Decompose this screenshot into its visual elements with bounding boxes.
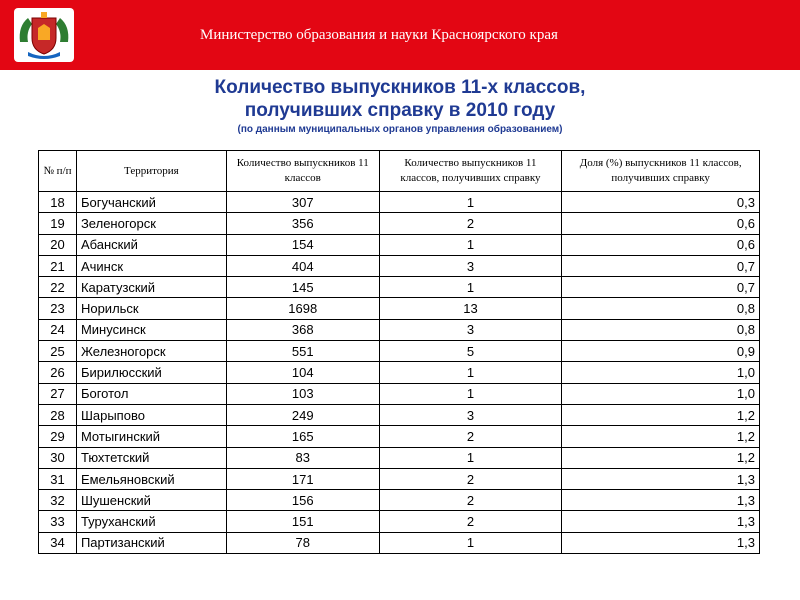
cell-certificates: 1 [379,192,562,213]
cell-certificates: 1 [379,277,562,298]
cell-territory: Туруханский [76,511,226,532]
cell-num: 25 [39,341,77,362]
cell-territory: Ачинск [76,255,226,276]
cell-graduates: 83 [226,447,379,468]
table-row [39,468,760,489]
cell-share: 0,3 [562,192,760,213]
cell-graduates: 78 [226,532,379,553]
cell-graduates: 165 [226,426,379,447]
cell-graduates: 1698 [226,298,379,319]
table-row [39,298,760,319]
header-band [0,0,800,70]
header-share: Доля (%) выпускников 11 классов, получивших справку [562,151,760,192]
cell-territory: Железногорск [76,341,226,362]
table-row [39,192,760,213]
cell-share: 0,6 [562,234,760,255]
header-certificates: Количество выпускников 11 классов, получивших справку [379,151,562,192]
coat-of-arms-icon [14,8,74,62]
cell-certificates: 2 [379,213,562,234]
cell-share: 0,9 [562,341,760,362]
cell-territory: Боготол [76,383,226,404]
cell-graduates: 404 [226,255,379,276]
cell-num: 30 [39,447,77,468]
cell-num: 27 [39,383,77,404]
cell-share: 0,7 [562,277,760,298]
cell-num: 34 [39,532,77,553]
cell-num: 22 [39,277,77,298]
cell-certificates: 2 [379,426,562,447]
table-row [39,319,760,340]
cell-certificates: 1 [379,383,562,404]
table-row [39,341,760,362]
cell-num: 29 [39,426,77,447]
table-header-row [39,151,760,192]
table-row [39,234,760,255]
table-row [39,362,760,383]
cell-share: 1,3 [562,490,760,511]
cell-territory: Тюхтетский [76,447,226,468]
cell-num: 33 [39,511,77,532]
cell-graduates: 151 [226,511,379,532]
cell-num: 23 [39,298,77,319]
cell-share: 0,8 [562,319,760,340]
cell-graduates: 368 [226,319,379,340]
cell-territory: Бирилюсский [76,362,226,383]
cell-certificates: 3 [379,255,562,276]
header-num: № п/п [39,151,77,192]
cell-graduates: 307 [226,192,379,213]
table-row [39,511,760,532]
table-row [39,404,760,425]
cell-territory: Норильск [76,298,226,319]
page-title-line-1: Количество выпускников 11-х классов, [214,77,586,98]
cell-share: 1,2 [562,404,760,425]
cell-certificates: 5 [379,341,562,362]
cell-num: 18 [39,192,77,213]
table-row [39,426,760,447]
cell-num: 32 [39,490,77,511]
title-block [0,76,800,136]
cell-share: 1,0 [562,383,760,404]
cell-share: 0,7 [562,255,760,276]
cell-num: 24 [39,319,77,340]
page-title-line-2: получивших справку в 2010 году [244,100,556,121]
cell-share: 0,8 [562,298,760,319]
cell-num: 21 [39,255,77,276]
cell-graduates: 154 [226,234,379,255]
cell-share: 1,0 [562,362,760,383]
cell-share: 1,3 [562,532,760,553]
table-row [39,255,760,276]
cell-certificates: 1 [379,532,562,553]
cell-share: 1,2 [562,426,760,447]
cell-certificates: 1 [379,362,562,383]
cell-graduates: 551 [226,341,379,362]
graduates-table [38,150,760,554]
cell-territory: Абанский [76,234,226,255]
cell-certificates: 3 [379,319,562,340]
page-subtitle: (по данным муниципальных органов управления образованием) [237,124,563,135]
cell-certificates: 2 [379,490,562,511]
header-graduates: Количество выпускников 11 классов [226,151,379,192]
cell-certificates: 3 [379,404,562,425]
cell-territory: Партизанский [76,532,226,553]
ministry-title: Министерство образования и науки Красноярского края [200,27,558,43]
cell-graduates: 171 [226,468,379,489]
table-row [39,490,760,511]
cell-num: 28 [39,404,77,425]
cell-territory: Богучанский [76,192,226,213]
cell-territory: Минусинск [76,319,226,340]
cell-territory: Шарыпово [76,404,226,425]
cell-num: 20 [39,234,77,255]
cell-territory: Зеленогорск [76,213,226,234]
table-row [39,532,760,553]
cell-territory: Емельяновский [76,468,226,489]
cell-graduates: 104 [226,362,379,383]
cell-share: 0,6 [562,213,760,234]
cell-certificates: 1 [379,447,562,468]
table-row [39,383,760,404]
cell-graduates: 249 [226,404,379,425]
cell-certificates: 2 [379,511,562,532]
cell-share: 1,2 [562,447,760,468]
cell-graduates: 356 [226,213,379,234]
cell-graduates: 103 [226,383,379,404]
cell-graduates: 145 [226,277,379,298]
cell-graduates: 156 [226,490,379,511]
cell-certificates: 1 [379,234,562,255]
cell-share: 1,3 [562,468,760,489]
header-territory: Территория [76,151,226,192]
cell-certificates: 2 [379,468,562,489]
cell-territory: Мотыгинский [76,426,226,447]
cell-share: 1,3 [562,511,760,532]
table-row [39,277,760,298]
cell-num: 26 [39,362,77,383]
table-row [39,213,760,234]
cell-num: 31 [39,468,77,489]
table-row [39,447,760,468]
cell-territory: Каратузский [76,277,226,298]
cell-num: 19 [39,213,77,234]
cell-certificates: 13 [379,298,562,319]
cell-territory: Шушенский [76,490,226,511]
